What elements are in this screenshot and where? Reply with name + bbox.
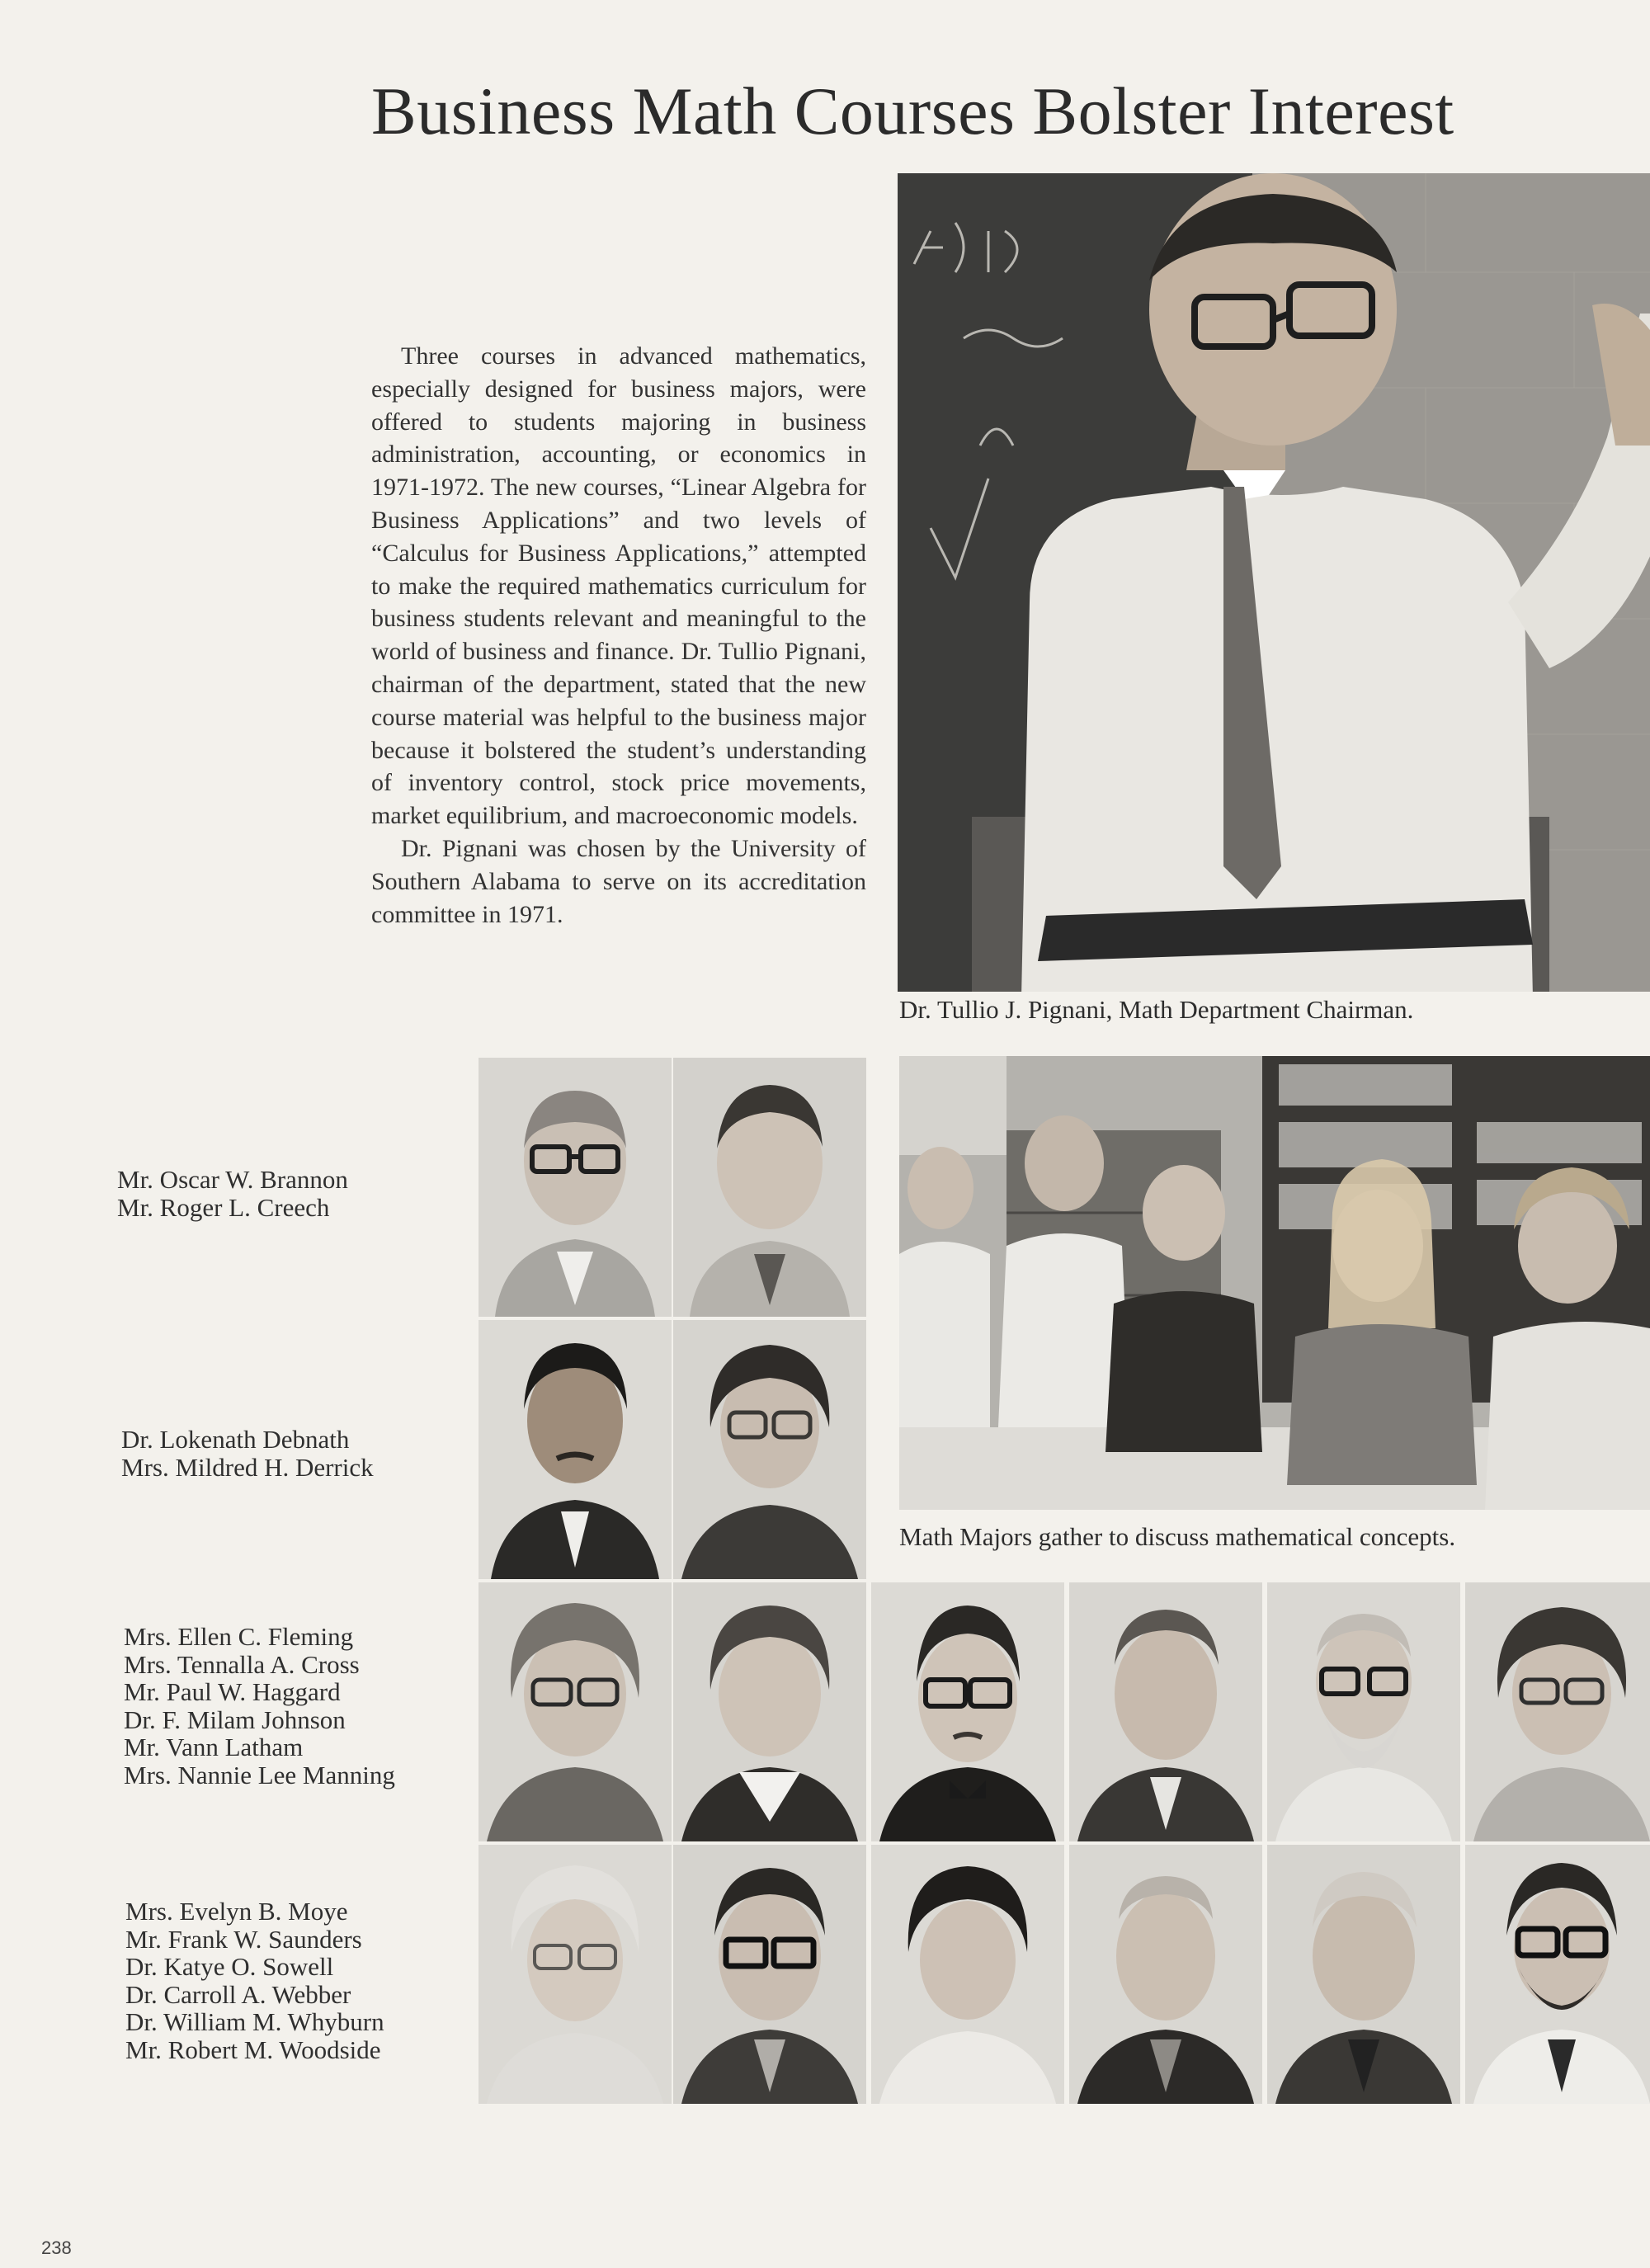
faculty-name: Mr. Robert M. Woodside xyxy=(125,2035,381,2064)
faculty-name: Dr. William M. Whyburn xyxy=(125,2007,384,2036)
portrait-illustration xyxy=(1069,1582,1262,1841)
faculty-name: Mr. Roger L. Creech xyxy=(117,1192,330,1222)
portrait-photo xyxy=(478,1320,672,1579)
faculty-names-group-1 xyxy=(117,1166,348,1221)
article-body xyxy=(371,340,866,931)
math-majors-illustration xyxy=(899,1056,1650,1510)
portrait-photo xyxy=(1465,1582,1650,1841)
page-number: 238 xyxy=(41,2237,72,2258)
faculty-name: Mrs. Tennalla A. Cross xyxy=(124,1649,360,1679)
portrait-photo xyxy=(1267,1845,1460,2104)
math-majors-caption: Math Majors gather to discuss mathematical concepts. xyxy=(899,1522,1456,1551)
portrait-photo xyxy=(673,1845,866,2104)
portrait-photo xyxy=(478,1845,672,2104)
portrait-illustration xyxy=(673,1582,866,1841)
portrait-photo xyxy=(871,1845,1064,2104)
faculty-name: Dr. Lokenath Debnath xyxy=(121,1425,350,1454)
faculty-name: Dr. Carroll A. Webber xyxy=(125,1979,351,2009)
portrait-photo xyxy=(673,1058,866,1317)
chairman-photo-illustration xyxy=(898,173,1650,992)
faculty-name: Mrs. Mildred H. Derrick xyxy=(121,1452,374,1482)
faculty-names-group-3 xyxy=(124,1623,395,1789)
portrait-illustration xyxy=(673,1845,866,2104)
article-paragraph: Three courses in advanced mathematics, especially designed for business majors, were offered to students majoring in business administration, accounting, or economics in 1971-1972. The new courses, “Linear Algebra for Business Applications” and two levels of “Calculus for Business Applications,” attempted to make the required mathematics curriculum for business students relevant and meaningful to the world of business and finance. Dr. Tullio Pignani, chairman of the department, stated that the new course material was helpful to the business major because it bolstered the student’s understanding of inventory control, stock price movements, market equilibrium, and macroeconomic models. xyxy=(371,342,866,830)
portrait-photo xyxy=(1069,1845,1262,2104)
portrait-photo xyxy=(871,1582,1064,1841)
faculty-name: Mr. Frank W. Saunders xyxy=(125,1924,362,1954)
portrait-illustration xyxy=(1465,1845,1650,2104)
portrait-illustration xyxy=(871,1582,1064,1841)
chairman-photo xyxy=(898,173,1650,992)
portrait-illustration xyxy=(1069,1845,1262,2104)
portrait-illustration xyxy=(1267,1582,1460,1841)
faculty-name: Mrs. Nannie Lee Manning xyxy=(124,1760,395,1789)
faculty-name: Mr. Oscar W. Brannon xyxy=(117,1165,348,1194)
article-paragraph: Dr. Pignani was chosen by the University of Southern Alabama to serve on its accreditation committee in 1971. xyxy=(371,834,866,928)
portrait-illustration xyxy=(478,1845,672,2104)
portrait-illustration xyxy=(478,1058,672,1317)
portrait-photo xyxy=(673,1582,866,1841)
faculty-name: Mr. Vann Latham xyxy=(124,1733,304,1761)
portrait-illustration xyxy=(478,1582,672,1841)
portrait-photo xyxy=(1267,1582,1460,1841)
portrait-photo xyxy=(1465,1845,1650,2104)
portrait-illustration xyxy=(478,1320,672,1579)
faculty-name: Dr. Katye O. Sowell xyxy=(125,1952,334,1981)
math-majors-photo xyxy=(899,1056,1650,1510)
portrait-illustration xyxy=(1465,1582,1650,1841)
chairman-caption: Dr. Tullio J. Pignani, Math Department Chairman. xyxy=(899,995,1414,1024)
faculty-name: Mr. Paul W. Haggard xyxy=(124,1677,341,1706)
portrait-illustration xyxy=(1267,1845,1460,2104)
faculty-name: Dr. F. Milam Johnson xyxy=(124,1705,346,1734)
portrait-photo xyxy=(1069,1582,1262,1841)
portrait-photo xyxy=(673,1320,866,1579)
portrait-illustration xyxy=(673,1058,866,1317)
portrait-illustration xyxy=(673,1320,866,1579)
faculty-name: Mrs. Evelyn B. Moye xyxy=(125,1897,348,1926)
faculty-names-group-4 xyxy=(125,1898,384,2063)
portrait-illustration xyxy=(871,1845,1064,2104)
faculty-name: Mrs. Ellen C. Fleming xyxy=(124,1622,354,1651)
faculty-names-group-2 xyxy=(121,1426,374,1481)
portrait-photo xyxy=(478,1058,672,1317)
page-title: Business Math Courses Bolster Interest xyxy=(371,73,1454,149)
portrait-photo xyxy=(478,1582,672,1841)
